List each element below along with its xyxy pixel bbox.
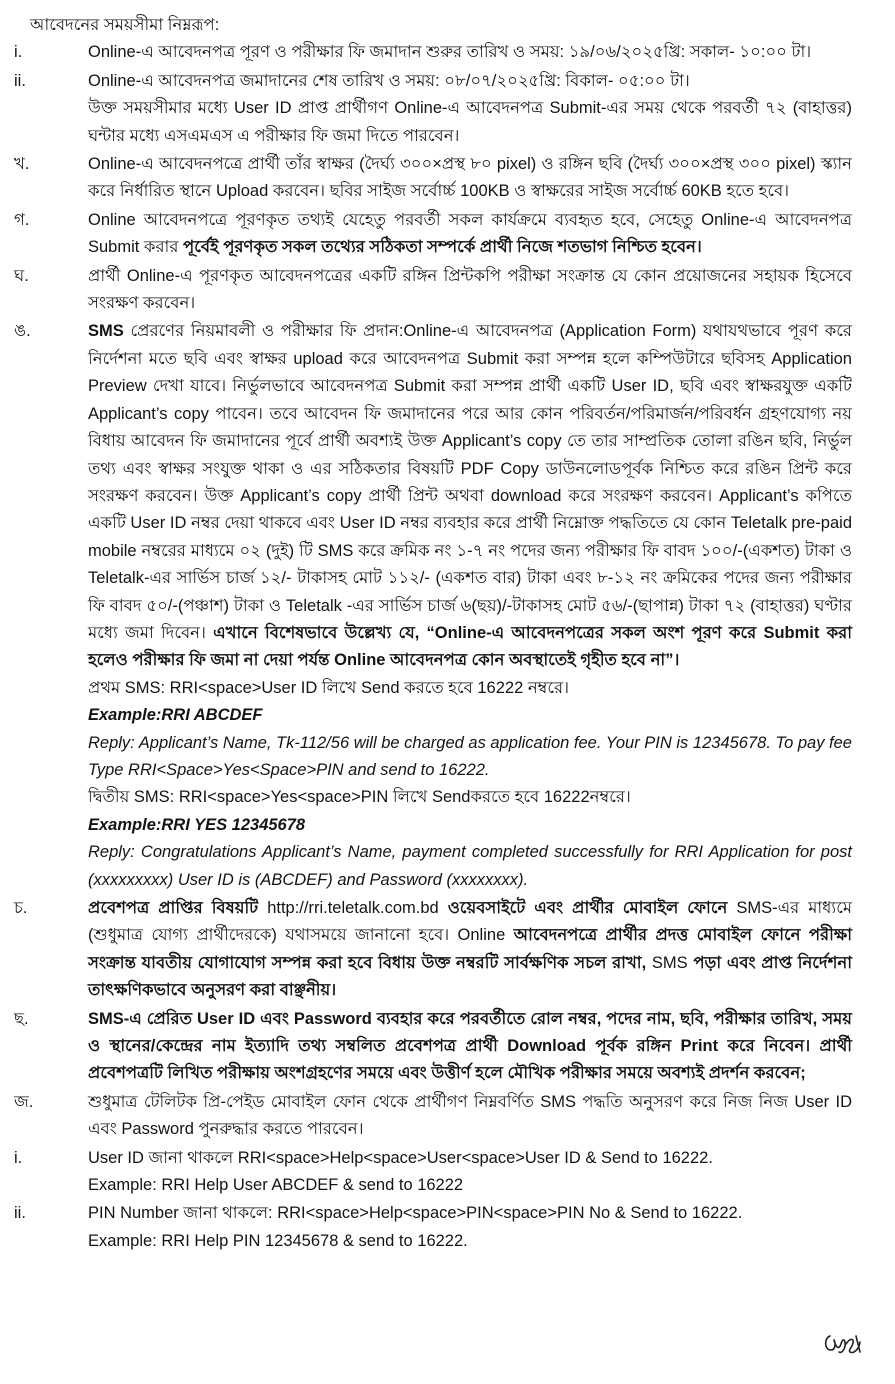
item-marker: ঘ. xyxy=(14,266,29,285)
paragraph xyxy=(88,95,852,150)
text-segment: দ্বিতীয় SMS: RRI<space>Yes<space>PIN লিখে Sendকরতে হবে 16222নম্বরে। xyxy=(88,788,631,807)
document-body xyxy=(0,12,895,1255)
list-item xyxy=(0,39,852,66)
paragraph xyxy=(88,1089,852,1144)
paragraph xyxy=(88,895,852,1005)
text-segment: Reply: Applicant’s Name, Tk-112/56 will be charged as application fee. Your PIN is 12345678. To pay fee Type RRI<Space>Yes<Space>PIN and send to 16222. xyxy=(88,733,852,779)
paragraph xyxy=(88,730,852,785)
list-item xyxy=(0,895,852,1005)
item-marker: জ. xyxy=(14,1092,34,1111)
item-marker: ঙ. xyxy=(14,322,31,341)
paragraph xyxy=(88,1228,852,1255)
list-item xyxy=(0,68,852,150)
paragraph xyxy=(88,839,852,894)
list-item xyxy=(0,263,852,318)
item-marker: ii. xyxy=(14,1204,26,1223)
text-segment: PIN Number জানা থাকলে: RRI<space>Help<space>PIN<space>PIN No & Send to 16222. xyxy=(88,1204,743,1223)
text-segment: পূর্বেই পূরণকৃত সকল তথ্যের সঠিকতা সম্পর্কে প্রার্থী নিজে শতভাগ নিশ্চিত হবেন। xyxy=(183,238,702,257)
text-segment: Example:RRI YES 12345678 xyxy=(88,815,306,834)
text-segment: Online-এ আবেদনপত্রে প্রার্থী তাঁর স্বাক্ষর (দৈর্ঘ্য ৩০০×প্রস্থ ৮০ pixel) ও রঙ্গিন ছবি (দৈর্ঘ্য ৩০০×প্রস্থ ৩০০ pixel) স্ক্যান করে নির্ধারিত স্থানে Upload করবেন। ছবির সাইজ সর্বোর্চ্চ 100KB ও স্বাক্ষরের সাইজ সর্বোর্চ্চ 60KB হতে হবে। xyxy=(88,155,852,201)
paragraph xyxy=(88,68,852,95)
text-segment: SMS-এর মাধ্যমে (শুধুমাত্র যোগ্য প্রার্থীদেরকে) যথাসময়ে জানানো হবে। Online xyxy=(88,899,852,945)
text-segment: Example: RRI Help User ABCDEF & send to 16222 xyxy=(88,1176,464,1195)
paragraph xyxy=(88,702,852,729)
paragraph xyxy=(88,39,852,66)
website-link[interactable]: http://rri.teletalk.com.bd xyxy=(267,899,439,917)
paragraph xyxy=(88,784,852,811)
text-segment: Example:RRI ABCDEF xyxy=(88,706,263,725)
item-marker: গ. xyxy=(14,210,30,229)
list-item xyxy=(0,1145,852,1200)
paragraph xyxy=(88,812,852,839)
text-segment: আবেদনপত্রে প্রার্থীর প্রদত্ত মোবাইল ফোনে পরীক্ষা সংক্রান্ত যাবতীয় যোগাযোগ সম্পন্ন করা হবে বিধায় উক্ত নম্বরটি সার্বক্ষণিক সচল রাখা, xyxy=(88,926,852,972)
text-segment: Online-এ আবেদনপত্র জমাদানের শেষ তারিখ ও সময়: ০৮/০৭/২০২৫খ্রি: বিকাল- ০৫:০০ টা। xyxy=(88,71,690,90)
section-heading: আবেদনের সময়সীমা নিম্নরূপ: xyxy=(30,16,220,34)
signature-initials xyxy=(822,1330,866,1356)
paragraph xyxy=(88,1172,852,1199)
item-marker: ছ. xyxy=(14,1009,29,1028)
item-marker: চ. xyxy=(14,899,28,917)
paragraph xyxy=(88,675,852,702)
text-segment: উক্ত সময়সীমার মধ্যে User ID প্রাপ্ত প্রার্থীগণ Online-এ আবেদনপত্র Submit-এর সময় থেকে পরবর্তী ৭২ (বাহাত্তর) ঘন্টার মধ্যে এসএমএস এ পরীক্ষার ফি জমা দিতে পারবেন। xyxy=(88,99,852,145)
text-segment: User ID জানা থাকলে RRI<space>Help<space>User<space>User ID & Send to 16222. xyxy=(88,1148,713,1167)
text-segment: প্রবেশপত্র প্রাপ্তির বিষয়টি xyxy=(88,899,259,917)
instruction-list xyxy=(0,39,895,1255)
text-segment: প্রথম SMS: RRI<space>User ID লিখে Send করতে হবে 16222 নম্বরে। xyxy=(88,678,569,697)
text-segment: SMS xyxy=(88,322,124,341)
paragraph xyxy=(88,263,852,318)
text-segment: প্রেরণের নিয়মাবলী ও পরীক্ষার ফি প্রদান:Online-এ আবেদনপত্র (Application Form) যথাযথভাবে পূরণ করে নির্দেশনা মতে ছবি এবং স্বাক্ষর upload করে আবেদনপত্র Submit করা সম্পন্ন হলে কম্পিউটারে ছবিসহ Application Preview দেখা যাবে। নির্ভুলভাবে আবেদনপত্র Submit করা সম্পন্ন প্রার্থী একটি User ID, ছবি এবং স্বাক্ষরযুক্ত একটি Applicant’s copy পাবেন। তবে আবেদন ফি জমাদানের পরে আর কোন পরিবর্তন/পরিমার্জন/পরিবর্ধন গ্রহণযোগ্য নয় বিধায় আবেদন ফি জমাদানের পূর্বে প্রার্থী অবশ্যই উক্ত Applicant’s copy তে তার সাম্প্রতিক তোলা রঙিন ছবি, নির্ভুল তথ্য এবং স্বাক্ষর সংযুক্ত থাকা ও এর সঠিকতার বিষয়টি PDF Copy ডাউনলোডপূর্বক নিশ্চিত করে রঙিন প্রিন্ট করে সংরক্ষণ করবেন। উক্ত Applicant’s copy প্রার্থী প্রিন্ট অথবা download করে সংরক্ষণ করবেন। Applicant’s কপিতে একটি User ID নম্বর দেয়া থাকবে এবং User ID নম্বর ব্যবহার করে প্রার্থী নিম্নোক্ত পদ্ধতিতে যে কোন Teletalk pre-paid mobile নম্বরের মাধ্যমে ০২ (দুই) টি SMS করে ক্রমিক নং ১-৭ নং পদের জন্য পরীক্ষার ফি বাবদ ১০০/-(একশত) টাকা ও Teletalk-এর সার্ভিস চার্জ ১২/- টাকাসহ মোট ১১২/- (একশত বার) টাকা এবং ৮-১২ নং ক্রমিকের পদের জন্য পরীক্ষার ফি বাবদ ৫০/-(পঞ্চাশ) টাকা ও Teletalk -এর সার্ভিস চার্জ ৬(ছয়)/-টাকাসহ মোট ৫৬/-(ছাপান্ন) টাকা ৭২ (বাহাত্তর) ঘণ্টার মধ্যে জমা দিবেন। xyxy=(88,322,852,642)
paragraph xyxy=(88,1145,852,1172)
text-segment: Reply: Congratulations Applicant’s Name, payment completed successfully for RRI Application for post (xxxxxxxxx) User ID is (ABCDEF) and Password (xxxxxxxx). xyxy=(88,843,852,889)
item-marker: i. xyxy=(14,1148,23,1167)
list-item xyxy=(0,1006,852,1088)
item-marker: ii. xyxy=(14,71,26,90)
list-item xyxy=(0,318,852,894)
item-marker: i. xyxy=(14,43,23,62)
text-segment: SMS-এ প্রেরিত User ID এবং Password ব্যবহার করে পরবর্তীতে রোল নম্বর, পদের নাম, ছবি, পরীক্ষার তারিখ, সময় ও স্থানের/কেন্দ্রের নাম ইত্যাদি তথ্য সম্বলিত প্রবেশপত্র প্রার্থী Download পূর্বক রঙ্গিন Print করে নিবেন। প্রার্থী প্রবেশপত্রটি লিখিত পরীক্ষায় অংশগ্রহণের সময়ে এবং উত্তীর্ণ হলে মৌখিক পরীক্ষার সময়ে অবশ্যই প্রদর্শন করবেন; xyxy=(88,1009,852,1083)
text-segment: শুধুমাত্র টেলিটক প্রি-পেইড মোবাইল ফোন থেকে প্রার্থীগণ নিম্নবর্ণিত SMS পদ্ধতি অনুসরণ করে নিজ নিজ User ID এবং Password পুনরুদ্ধার করতে পারবেন। xyxy=(88,1092,852,1139)
paragraph xyxy=(88,207,852,262)
text-segment: এখানে বিশেষভাবে উল্লেখ্য যে, “Online-এ আবেদনপত্রের সকল অংশ পূরণ করে Submit করা হলেও পরীক্ষার ফি জমা না দেয়া পর্যন্ত Online আবেদনপত্র কোন অবস্থাতেই গৃহীত হবে না”। xyxy=(88,623,852,670)
paragraph xyxy=(88,318,852,674)
list-item xyxy=(0,207,852,262)
text-segment: Online-এ আবেদনপত্র পূরণ ও পরীক্ষার ফি জমাদান শুরুর তারিখ ও সময়: ১৯/০৬/২০২৫খ্রি: সকাল- ১০:০০ টা। xyxy=(88,43,812,62)
text-segment: SMS xyxy=(646,953,694,972)
text-segment: ওয়েবসাইটে এবং প্রার্থীর মোবাইল ফোনে xyxy=(447,899,728,917)
text-segment: Online আবেদনপত্রে পূরণকৃত তথ্যই যেহেতু পরবর্তী সকল কার্যক্রমে ব্যবহৃত হবে, সেহেতু Online-এ আবেদনপত্র Submit করার xyxy=(88,210,852,257)
paragraph xyxy=(88,151,852,206)
list-item xyxy=(0,1089,852,1144)
item-marker: খ. xyxy=(14,155,30,174)
text-segment: প্রার্থী Online-এ পূরণকৃত আবেদনপত্রের একটি রঙ্গিন প্রিন্টকপি পরীক্ষা সংক্রান্ত যে কোন প্রয়োজনের সহায়ক হিসেবে সংরক্ষণ করবেন। xyxy=(88,266,852,313)
text-segment: Example: RRI Help PIN 12345678 & send to 16222. xyxy=(88,1231,468,1250)
text-segment: পড়া এবং প্রাপ্ত নির্দেশনা তাৎক্ষণিকভাবে অনুসরণ করা বাঞ্ছনীয়। xyxy=(88,953,852,1000)
paragraph xyxy=(88,1200,852,1227)
paragraph xyxy=(88,1006,852,1088)
text-segment xyxy=(439,899,448,917)
list-item xyxy=(0,151,852,206)
text-segment xyxy=(258,899,267,917)
list-item xyxy=(0,1200,852,1255)
